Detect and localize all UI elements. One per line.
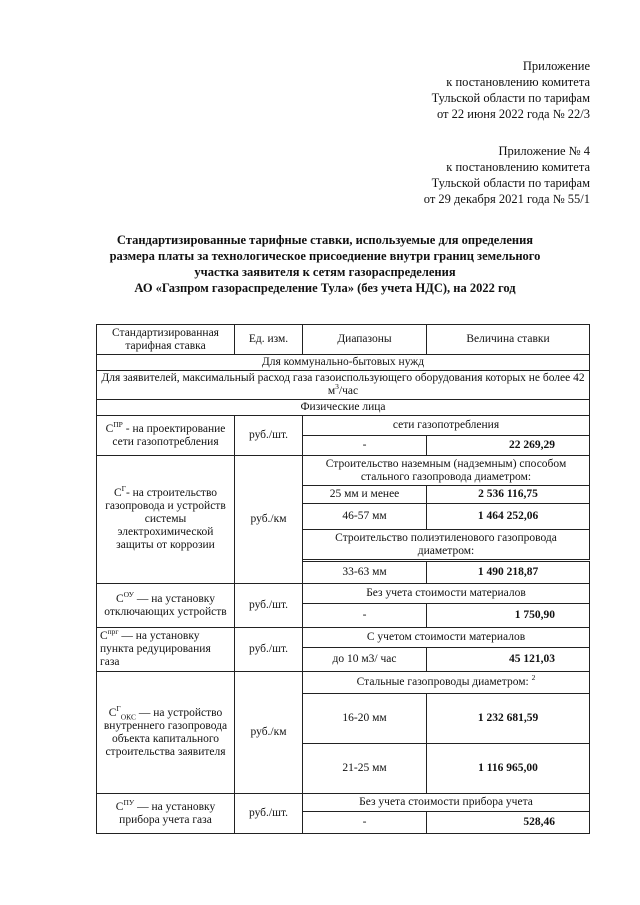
value-cell: 2 536 116,75 [427, 486, 590, 504]
col-header-rate: Стандартизированная тарифная ставка [97, 325, 235, 355]
range-cell: 33-63 мм [303, 562, 427, 584]
table-row [97, 456, 590, 486]
unit-cell: руб./шт. [235, 416, 303, 456]
appendix-ref-line: к постановлению комитета [446, 75, 590, 89]
value-cell: 1 232 681,59 [427, 694, 590, 744]
col-header-value: Величина ставки [427, 325, 590, 355]
title-line: Стандартизированные тарифные ставки, используемые для определения [116, 233, 534, 247]
unit-cell: руб./км [235, 456, 303, 584]
rate-cell: $C^{ПР}$ - на проектирование сети газопотребления [97, 416, 235, 456]
range-cell: до 10 м3/ час [303, 648, 427, 672]
range-cell: 16-20 мм [303, 694, 427, 744]
appendix-date-number: от 22 июня 2022 года № 22/3 [436, 107, 590, 121]
table-row [97, 672, 590, 694]
unit-cell: руб./шт. [235, 628, 303, 672]
condition-label: Для заявителей, максимальный расход газа газоиспользующего оборудования которых не более 42 $м^3$/час [97, 371, 590, 400]
appendix-label: Приложение № 4 [498, 144, 590, 158]
value-cell: 22 269,29 [427, 436, 590, 456]
value-cell: 45 121,03 [427, 648, 590, 672]
group-cell: Стальные газопроводы диаметром: $^2$ [303, 672, 590, 694]
tariff-rates-table [96, 324, 590, 834]
value-cell: 1 464 252,06 [427, 504, 590, 530]
appendix-ref-line: к постановлению комитета [446, 160, 590, 174]
category-row [97, 400, 590, 416]
unit-cell: руб./км [235, 672, 303, 794]
rate-cell: $C^{ОУ}$ — на установку отключающих устройств [97, 584, 235, 628]
appendix-header-previous [424, 143, 590, 207]
col-header-ranges: Диапазоны [303, 325, 427, 355]
title-line: АО «Газпром газораспределение Тула» (без учета НДС), на 2022 год [134, 281, 516, 295]
range-cell: 46-57 мм [303, 504, 427, 530]
value-cell: 528,46 [427, 812, 590, 834]
appendix-label: Приложение [522, 59, 590, 73]
table-row [97, 794, 590, 812]
col-header-unit: Ед. изм. [235, 325, 303, 355]
range-cell: - [303, 812, 427, 834]
rate-cell: $C^Г-$ на строительство газопровода и устройств системы электрохимической защиты от коррозии [97, 456, 235, 584]
group-cell: сети газопотребления [303, 416, 590, 436]
range-cell: - [303, 604, 427, 628]
group-cell: Строительство наземным (надземным) способом стального газопровода диаметром: [303, 456, 590, 486]
table-header-row [97, 325, 590, 355]
title-line: участка заявителя к сетям газораспределения [194, 265, 456, 279]
group-cell: Строительство полиэтиленового газопровода диаметром: [303, 530, 590, 560]
unit-cell: руб./шт. [235, 794, 303, 834]
appendix-ref-line: Тульской области по тарифам [431, 91, 590, 105]
range-cell: 25 мм и менее [303, 486, 427, 504]
range-cell: 21-25 мм [303, 744, 427, 794]
title-line: размера платы за технологическое присоедиение внутри границ земельного [109, 249, 541, 263]
category-label: Физические лица [97, 400, 590, 416]
table-row [97, 628, 590, 648]
appendix-date-number: от 29 декабря 2021 года № 55/1 [423, 192, 590, 206]
group-cell: Без учета стоимости материалов [303, 584, 590, 604]
group-cell: С учетом стоимости материалов [303, 628, 590, 648]
group-cell: Без учета стоимости прибора учета [303, 794, 590, 812]
appendix-ref-line: Тульской области по тарифам [431, 176, 590, 190]
rate-cell: $C^{ПУ}$ — на установку прибора учета газа [97, 794, 235, 834]
table-row [97, 584, 590, 604]
section-row [97, 355, 590, 371]
value-cell: 1 116 965,00 [427, 744, 590, 794]
unit-cell: руб./шт. [235, 584, 303, 628]
document-title [80, 232, 570, 296]
rate-cell: $C^Г_{ОКС}$ — на устройство внутреннего газопровода объекта капитального строительства заявителя [97, 672, 235, 794]
rate-cell: $C^{прг}$ — на установку пункта редуцирования газа [97, 628, 235, 672]
value-cell: 1 490 218,87 [427, 562, 590, 584]
value-cell: 1 750,90 [427, 604, 590, 628]
table-row [97, 416, 590, 436]
section-label: Для коммунально-бытовых нужд [97, 355, 590, 371]
range-cell: - [303, 436, 427, 456]
appendix-header-current [432, 58, 590, 122]
condition-row [97, 371, 590, 400]
